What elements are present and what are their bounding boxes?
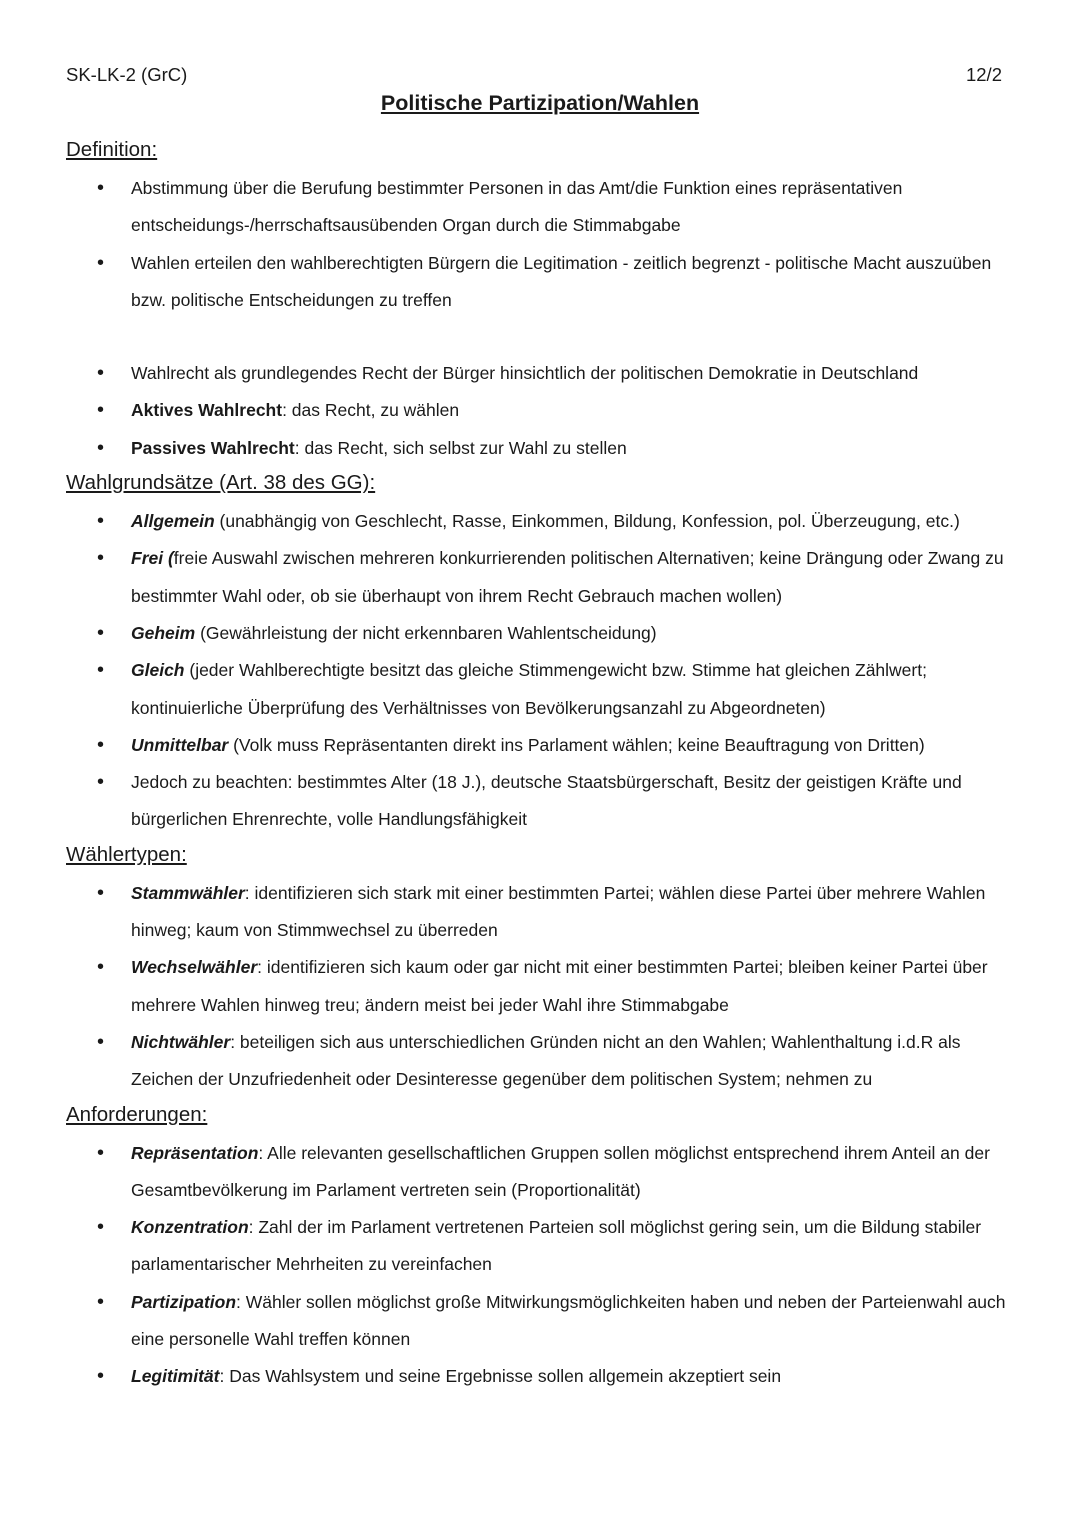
item-text: (jeder Wahlberechtigte besitzt das gleiche Stimmengewicht bzw. Stimme hat gleichen Zählwert; kontinuierliche Überprüfung des Verhältnisses von Bevölkerungsanzahl zu Abgeordneten) <box>131 660 927 718</box>
bullet-icon: • <box>97 510 105 533</box>
list-item <box>66 503 1016 540</box>
item-term: Partizipation <box>131 1291 237 1312</box>
item-text: : das Recht, sich selbst zur Wahl zu stellen <box>294 437 627 458</box>
list-item <box>66 1209 1016 1284</box>
document-body <box>66 134 1016 1396</box>
item-text: : identifizieren sich stark mit einer bestimmten Partei; wählen diese Partei über mehrere Wahlen hinweg; kaum von Stimmwechsel zu überreden <box>131 882 986 941</box>
item-term: Geheim <box>131 622 196 643</box>
item-term: Passives Wahlrecht <box>131 437 295 458</box>
item-term: Legitimität <box>131 1366 220 1387</box>
item-text: Wahlen erteilen den wahlberechtigten Bürgern die Legitimation - zeitlich begrenzt - politische Macht auszuüben bzw. politische Entscheidungen zu treffen <box>131 252 992 310</box>
item-text: freie Auswahl zwischen mehreren konkurrierenden politischen Alternativen; keine Drängung oder Zwang zu bestimmter Wahl oder, ob sie überhaupt von ihrem Recht Gebrauch machen wollen) <box>131 548 1004 606</box>
list-item <box>66 1024 1016 1099</box>
item-term: Repräsentation <box>131 1142 259 1163</box>
course-label: SK-LK-2 (GrC) <box>66 64 188 85</box>
bullet-icon: • <box>97 621 105 644</box>
list-item <box>66 764 1016 839</box>
list-item <box>66 245 1016 320</box>
spacer <box>66 319 1016 355</box>
list-item <box>66 430 1016 467</box>
item-text: (Volk muss Repräsentanten direkt ins Parlament wählen; keine Beauftragung von Dritten) <box>228 734 925 755</box>
bullet-icon: • <box>97 1216 105 1239</box>
item-term: Konzentration <box>131 1217 249 1238</box>
bullet-icon: • <box>97 733 105 756</box>
bullet-icon: • <box>97 956 105 979</box>
item-text: Abstimmung über die Berufung bestimmter Personen in das Amt/die Funktion eines repräsentativen entscheidungs-/herrschaftsausübenden Organ durch die Stimmabgabe <box>131 178 903 236</box>
item-text: : beteiligen sich aus unterschiedlichen Gründen nicht an den Wahlen; Wahlenthaltung i.d.R als Zeichen der Unzufriedenheit oder Desinteresse gegenüber dem politischen System; nehmen zu <box>131 1031 961 1090</box>
item-term: Aktives Wahlrecht <box>131 400 283 421</box>
list-item <box>66 1358 1016 1395</box>
bullet-icon: • <box>97 362 105 385</box>
list-item <box>66 727 1016 764</box>
section-heading-waehlertypen: Wählertypen: <box>66 842 187 866</box>
list-item <box>66 1284 1016 1359</box>
item-term: Wechselwähler <box>131 957 258 978</box>
bullet-icon: • <box>97 436 105 459</box>
page-title: Politische Partizipation/Wahlen <box>380 91 700 115</box>
item-term: Gleich <box>131 660 185 681</box>
bullet-icon: • <box>97 659 105 682</box>
page-number: 12/2 <box>965 64 1002 85</box>
list-item <box>66 392 1016 429</box>
waehlertypen-list <box>66 875 1016 1099</box>
section-heading-anforderungen: Anforderungen: <box>66 1102 208 1126</box>
bullet-icon: • <box>97 399 105 422</box>
anforderungen-list <box>66 1135 1016 1396</box>
list-item <box>66 949 1016 1024</box>
list-item <box>66 170 1016 245</box>
section-heading-wahlgrundsaetze: Wahlgrundsätze (Art. 38 des GG): <box>66 471 376 495</box>
item-text: : Wähler sollen möglichst große Mitwirkungsmöglichkeiten haben und neben der Parteienwahl auch eine personelle Wahl treffen können <box>131 1291 1006 1350</box>
bullet-icon: • <box>97 1365 105 1388</box>
item-text: Wahlrecht als grundlegendes Recht der Bürger hinsichtlich der politischen Demokratie in Deutschland <box>131 363 919 384</box>
item-text: : Zahl der im Parlament vertretenen Parteien soll möglichst gering sein, um die Bildung stabiler parlamentarischer Mehrheiten zu vereinfachen <box>131 1217 982 1275</box>
item-text: : identifizieren sich kaum oder gar nicht mit einer bestimmten Partei; bleiben keiner Partei über mehrere Wahlen hinweg treu; ändern meist bei jeder Wahl ihre Stimmabgabe <box>131 957 988 1015</box>
item-term: Unmittelbar <box>131 734 229 755</box>
wahlrecht-list <box>66 355 1016 467</box>
item-term: Nichtwähler <box>131 1031 231 1052</box>
bullet-icon: • <box>97 1290 105 1313</box>
bullet-icon: • <box>97 1030 105 1053</box>
item-text: (unabhängig von Geschlecht, Rasse, Einkommen, Bildung, Konfession, pol. Überzeugung, etc.) <box>214 511 960 532</box>
list-item <box>66 875 1016 950</box>
definition-list <box>66 170 1016 319</box>
list-item <box>66 615 1016 652</box>
item-term: Stammwähler <box>131 882 245 903</box>
item-text: : Das Wahlsystem und seine Ergebnisse sollen allgemein akzeptiert sein <box>219 1366 782 1387</box>
item-text: : Alle relevanten gesellschaftlichen Gruppen sollen möglichst entsprechend ihrem Anteil an der Gesamtbevölkerung im Parlament vertreten sein (Proportionalität) <box>131 1142 990 1200</box>
bullet-icon: • <box>97 771 105 794</box>
list-item <box>66 652 1016 727</box>
item-term: Allgemein <box>131 511 215 532</box>
item-text: : das Recht, zu wählen <box>282 400 460 421</box>
bullet-icon: • <box>97 1141 105 1164</box>
bullet-icon: • <box>97 251 105 274</box>
bullet-icon: • <box>97 881 105 904</box>
item-text: (Gewährleistung der nicht erkennbaren Wahlentscheidung) <box>195 622 657 643</box>
list-item <box>66 540 1016 615</box>
list-item <box>66 1135 1016 1210</box>
item-text: Jedoch zu beachten: bestimmtes Alter (18 J.), deutsche Staatsbürgerschaft, Besitz der geistigen Kräfte und bürgerlichen Ehrenrechte, volle Handlungsfähigkeit <box>131 772 962 830</box>
section-heading-definition: Definition: <box>66 138 158 161</box>
bullet-icon: • <box>97 547 105 570</box>
list-item <box>66 355 1016 392</box>
item-term: Frei ( <box>131 548 174 569</box>
bullet-icon: • <box>97 177 105 199</box>
wahlgrundsaetze-list <box>66 503 1016 839</box>
